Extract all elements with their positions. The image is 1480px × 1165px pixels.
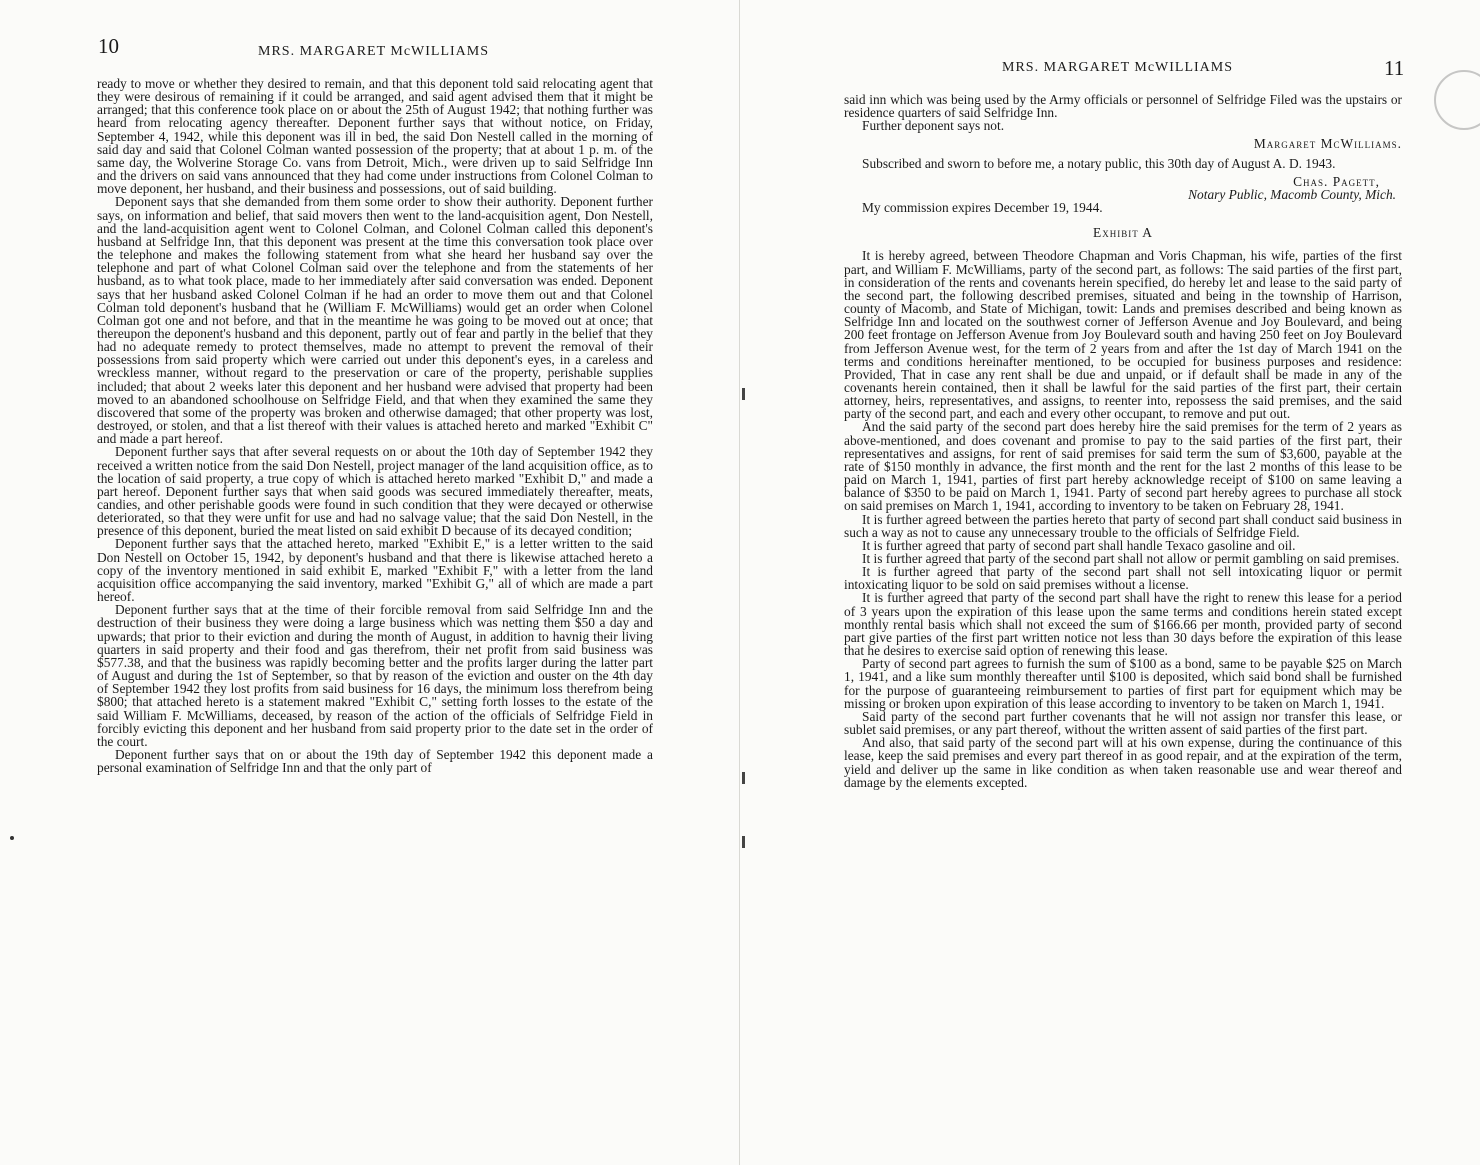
scan-mark [742,772,745,784]
paragraph: Deponent further says that on or about the 19th day of September 1942 this deponent made a personal examination of Selfridge Inn and that the only part of [97,746,653,776]
page-body [844,93,1402,789]
page-body [97,77,653,774]
exhibit-paragraph: It is further agreed between the parties hereto that party of second part shall conduct said business in such a way as not to cause any unnecessary trouble to the officials of Selfridge Field. [844,511,1402,540]
scan-mark [10,836,14,840]
running-head: MRS. MARGARET McWILLIAMS [258,44,490,59]
right-page [740,0,1480,1165]
exhibit-paragraph: Party of second part agrees to furnish the sum of $100 as a bond, same to be payable $25 on March 1, 1941, and a like sum monthly thereafter until $100 is deposited, which said bond shall be furnished for the purpose of guaranteeing reimbursement to parties of first part for equipment which may be missing or broken upon expiration of this lease according to inventory to be taken on March 1, 1941. [844,656,1402,711]
commission-expiry: My commission expires December 19, 1944. [862,200,1103,216]
exhibit-paragraph: And the said party of the second part does hereby hire the said premises for the term of 2 years as above-mentioned, and does covenant and promise to pay to the said parties of the first part, their representatives and assigns, for rent of said premises for said term the sum of $3,600, payable at the rate of $150 monthly in advance, the first month and the rent for the last 2 months of this lease to be paid on March 1, 1941, parties of first part hereby acknowledge receipt of $100 on same leaving a balance of $350 to be paid on March 1, 1941. Party of second part hereby agrees to purchase all stock on said premises on March 1, 1941, according to inventory to be taken on February 28, 1941. [844,419,1402,514]
paragraph: Deponent further says that after several requests on or about the 10th day of September 1942 they received a written notice from the said Don Nestell, project manager of the land acquisition office, as to the location of said property, a true copy of which is attached hereto marked "Exhibit D," and made a part hereof. Deponent further says that when said goods was secured immediately thereafter, meats, candies, and other perishable goods were found in such condition that they were decayed or otherwise deteriorated, so that they were unfit for use and had no salvage value; that the said Don Nestell, in the presence of this deponent, buried the meat listed on said exhibit D because of its decayed condition; [97,444,653,539]
exhibit-paragraph: It is further agreed that party of the second part shall not allow or permit gambling on said premises. [862,551,1400,566]
notary-name: Chas. Pagett, [1293,173,1380,189]
notary-title: Notary Public, Macomb County, Mich. [1188,186,1396,202]
scan-mark [742,388,745,400]
paragraph: said inn which was being used by the Army officials or personnel of Selfridge Filed was the upstairs or residence quarters of said Selfridge Inn. [844,92,1402,121]
exhibit-heading: Exhibit A [1093,225,1153,241]
exhibit-paragraph: It is hereby agreed, between Theodore Chapman and Voris Chapman, his wife, parties of the first part, and William F. McWilliams, party of the second part, as follows: The said parties of the first part, in consideration of the rents and covenants herein specified, do hereby let and lease to the said party of the second part, the following described premises, situated and being in the township of Harrison, county of Macomb, and State of Michigan, towit: Lands and premises described and being known as Selfridge Inn and located on the southwest corner of Jefferson Avenue and Joy Boulevard, and being 200 feet frontage on Jefferson Avenue from Joy Boulevard south and having 250 feet on Joy Boulevard from Jefferson Avenue west, for the term of 2 years from and after the 1st day of March 1941 on the terms and conditions hereinafter mentioned, to be occupied for business purposes and residence: Provided, That in case any rent shall be due and unpaid, or if default shall be made in any of the covenants herein contained, then it shall be lawful for the said parties of the first part, their certain attorney, heirs, representatives, and assigns, to reenter into, repossess the said premises, and the said party of the second part, and each and every other occupant, to remove and put out. [844,248,1402,422]
paragraph: Deponent further says that the attached hereto, marked "Exhibit E," is a letter written to the said Don Nestell on October 15, 1942, by deponent's husband and that there is likewise attached hereto a copy of the inventory mentioned in said exhibit E, marked "Exhibit F," with a letter from the land acquisition office accompanying the said inventory, marked "Exhibit G," all of which are made a part hereof. [97,536,653,605]
paragraph: ready to move or whether they desired to remain, and that this deponent told said relocating agent that they were desirous of remaining if it could be arranged, and said agent advised them that it might be arranged; that this conference took place on or about the 25th of August 1942; that nothing further was heard from relocating agency thereafter. Deponent further says that without notice, on Friday, September 4, 1942, while this deponent was ill in bed, the said Don Nestell called in the morning of said day and said that Colonel Colman wanted possession of the property; that at about 1 p. m. of the same day, the Wolverine Storage Co. vans from Detroit, Mich., were driven up to said Selfridge Inn and the drivers on said vans announced that they had come under instructions from Colonel Colman to move deponent, her husband, and their business and possessions, out of said building. [97,76,653,197]
exhibit-paragraph: It is further agreed that party of second part shall handle Texaco gasoline and oil. [862,537,1296,553]
paragraph: Deponent says that she demanded from them some order to show their authority. Deponent further says, on information and belief, that said movers then went to the land-acquisition agent, Don Nestell, and the land-acquisition agent went to Colonel Colman, and Colonel Colman called this deponent's husband at Selfridge Inn, that this deponent was present at the time this conversation took place over the telephone and makes the following statement from what she heard her husband say over the telephone and part of what Colonel Colman said over the telephone and from the statements of her husband, as to what took place, made to her immediately after said conversation was ended. Deponent says that her husband asked Colonel Colman if he had an order to move them out and that Colonel Colman told deponent's husband that he (William F. McWilliams) would get an order when Colonel Colman got one and not before, and that in the meantime he was going to be moved out at once; that thereupon the deponent's husband and this deponent, partly out of fear and partly in the belief that they had no adequate remedy to protect themselves, made no attempt to prevent the removal of their possessions from said property which were carried out under this deponent's eyes, in a careless and wreckless manner, without regard to the preservation or care of the property, perishable supplies included; that about 2 weeks later this deponent and her husband were advised that property had been moved to an abandoned schoolhouse on Selfridge Field, and that when they examined the same they discovered that some of the property was broken and otherwise damaged; that other property was lost, destroyed, or stolen, and that a list thereof with their values is attached hereto and marked "Exhibit C" and made a part hereof. [97,194,653,447]
exhibit-paragraph: It is further agreed that party of the second part shall not sell intoxicating liquor or permit intoxicating liquor to be sold on said premises without a license. [844,564,1402,593]
running-head: MRS. MARGARET McWILLIAMS [1002,60,1234,75]
signature: Margaret McWilliams. [1253,136,1402,152]
exhibit-paragraph: It is further agreed that party of the second part shall have the right to renew this lease for a period of 3 years upon the expiration of this lease upon the same terms and conditions herein stated except monthly rental basis which shall not exceed the sum of $166.66 per month, provided party of second part give parties of the first part written notice not less than 30 days before the expiration of this lease that he desires to exercise said option of renewing this lease. [844,590,1402,659]
page-number: 11 [1384,56,1405,80]
exhibit-paragraph: And also, that said party of the second part will at his own expense, during the continuance of this lease, keep the said premises and every part thereof in as good repair, and at the expiration of the term, yield and deliver up the same in like condition as when taken reasonable use and wear thereof and damage by the elements excepted. [844,735,1402,790]
exhibit-paragraph: Said party of the second part further covenants that he will not assign nor transfer this lease, or sublet said premises, or any part thereof, without the written assent of said parties of the first part. [844,708,1402,738]
page-number: 10 [98,34,119,58]
scan-mark [742,836,745,848]
jurat: Subscribed and sworn to before me, a notary public, this 30th day of August A. D. 1943. [862,155,1336,171]
library-stamp-icon [1434,70,1480,130]
paragraph: Deponent further says that at the time of their forcible removal from said Selfridge Inn and the destruction of their business they were doing a large business which was netting them $50 a day and upwards; that prior to their eviction and during the month of August, in addition to havnig their living quarters in said property and their food and gas therefrom, their net profit from said business was $577.38, and that the business was rapidly becoming better and the profits larger during the latter part of August and during the 1st of September, so that by reason of the eviction and ouster on the 4th day of September 1942 they lost profits from said business for 16 days, the minimum loss therefrom being $800; that attached hereto is a statement makred "Exhibit C," setting forth losses to the estate of the said William F. McWilliams, deceased, by reason of the action of the officials of Selfridge Field in forcibly evicting this deponent and her husband from said property prior to the date set in the order of the court. [97,602,653,749]
paragraph: Further deponent says not. [862,118,1005,134]
